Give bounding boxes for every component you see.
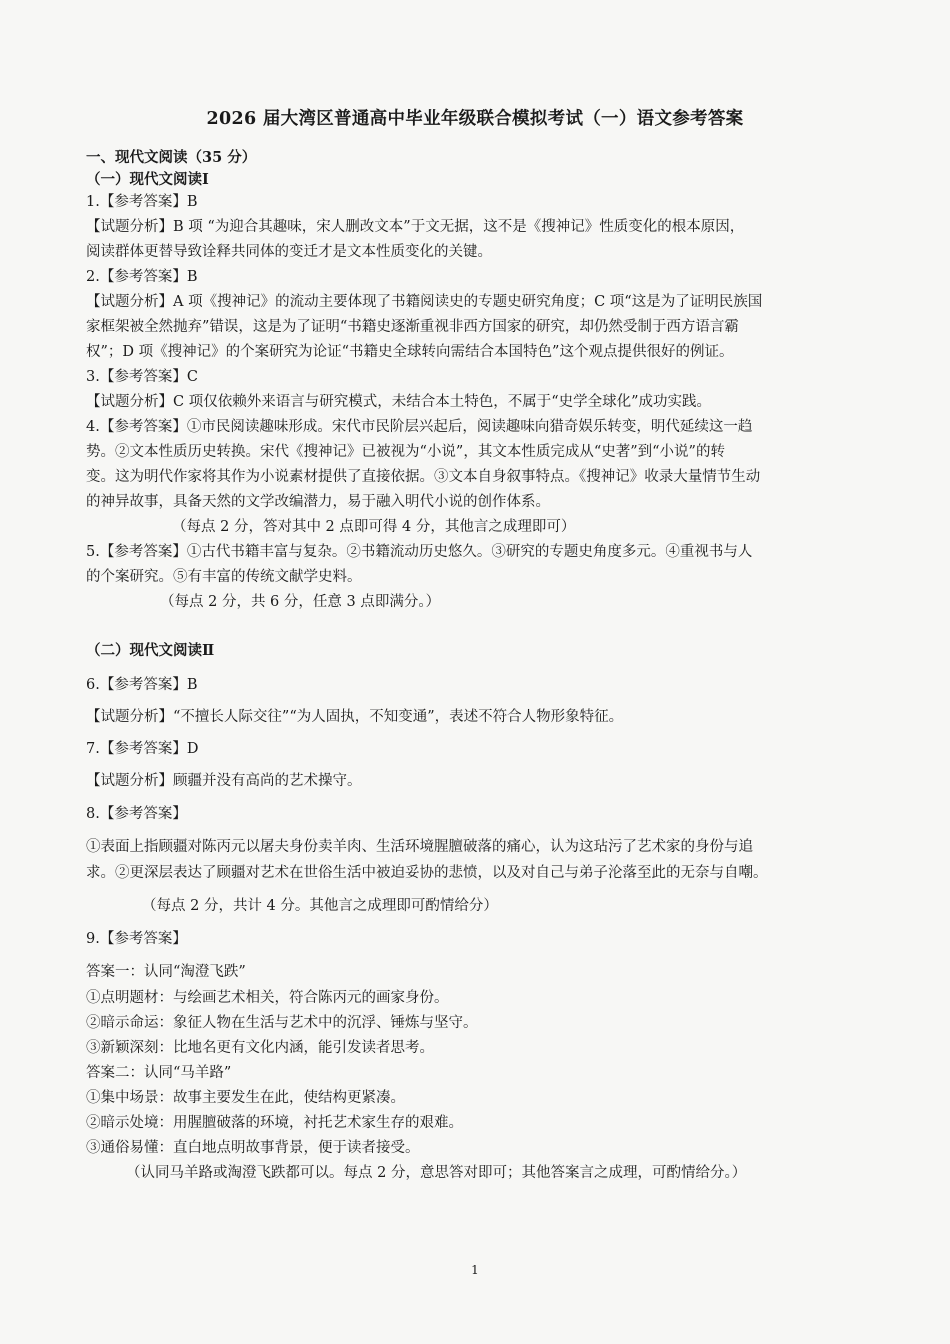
answer-line: 6.【参考答案】B [86,677,198,693]
analysis-line: 【试题分析】B 项 “为迎合其趣味，宋人删改文本”于文无据，这不是《搜神记》性质变化的根本原因， [86,219,745,235]
analysis-line: 【试题分析】“不擅长人际交往”“为人固执，不知变通”，表述不符合人物形象特征。 [86,709,624,725]
page-number: 1 [471,1263,479,1277]
answer-line: 的神异故事，具备天然的文学改编潜力，易于融入明代小说的创作体系。 [86,494,550,510]
scoring-note: （每点 2 分，共 6 分，任意 3 点即满分。） [160,594,441,610]
answer-line: 势。②文本性质历史转换。宋代《搜神记》已被视为“小说”，其文本性质完成从“史著”到“小说”的转 [86,444,725,460]
answer-line: 答案一：认同“淘澄飞跌” [86,964,246,980]
answer-line: 2.【参考答案】B [86,269,198,285]
answer-line: 求。②更深层表达了顾疆对艺术在世俗生活中被迫妥协的悲愤，以及对自己与弟子沦落至此的无奈与自嘲。 [86,865,768,881]
answer-line: ③新颖深刻：比地名更有文化内涵，能引发读者思考。 [86,1040,434,1056]
answer-line: 变。这为明代作家将其作为小说素材提供了直接依据。③文本自身叙事特点。《搜神记》收录大量情节生动 [86,469,761,485]
answer-line: 答案二：认同“马羊路” [86,1065,232,1081]
page-title: 2026 届大湾区普通高中毕业年级联合模拟考试（一）语文参考答案 [206,109,744,129]
answer-line: 的个案研究。⑤有丰富的传统文献学史料。 [86,569,362,585]
answer-line: ②暗示处境：用腥膻破落的环境，衬托艺术家生存的艰难。 [86,1115,463,1131]
answer-line: 7.【参考答案】D [86,741,199,757]
analysis-line: 家框架被全然抛弃”错误，这是为了证明“书籍史逐渐重视非西方国家的研究，却仍然受制于西方语言霸 [86,319,739,335]
answer-line: ③通俗易懂：直白地点明故事背景，便于读者接受。 [86,1140,420,1156]
section-heading: 一、现代文阅读（35 分） [86,149,257,166]
analysis-line: 权”；D 项《搜神记》的个案研究为论证“书籍史全球转向需结合本国特色”这个观点提供很好的例证。 [86,344,734,360]
scoring-note: （每点 2 分，答对其中 2 点即可得 4 分，其他言之成理即可） [172,519,576,535]
subsection-heading: （一）现代文阅读Ⅰ [86,171,209,188]
analysis-line: 【试题分析】C 项仅依赖外来语言与研究模式，未结合本土特色，不属于“史学全球化”成功实践。 [86,394,712,410]
answer-line: ②暗示命运：象征人物在生活与艺术中的沉浮、锤炼与坚守。 [86,1015,478,1031]
answer-line: 4.【参考答案】①市民阅读趣味形成。宋代市民阶层兴起后，阅读趣味向猎奇娱乐转变，明代延续这一趋 [86,419,753,435]
scoring-note: （每点 2 分，共计 4 分。其他言之成理即可酌情给分） [142,898,498,914]
answer-line: 9.【参考答案】 [86,931,187,947]
answer-line: 3.【参考答案】C [86,369,198,385]
answer-line: 8.【参考答案】 [86,806,187,822]
analysis-line: 阅读群体更替导致诠释共同体的变迁才是文本性质变化的关键。 [86,244,492,260]
analysis-line: 【试题分析】A 项《搜神记》的流动主要体现了书籍阅读史的专题史研究角度；C 项“这是为了证明民族国 [86,294,763,310]
answer-line: 5.【参考答案】①古代书籍丰富与复杂。②书籍流动历史悠久。③研究的专题史角度多元。④重视书与人 [86,544,753,560]
answer-line: ①点明题材：与绘画艺术相关，符合陈丙元的画家身份。 [86,990,449,1006]
analysis-line: 【试题分析】顾疆并没有高尚的艺术操守。 [86,773,362,789]
scoring-note: （认同马羊路或淘澄飞跌都可以。每点 2 分，意思答对即可；其他答案言之成理，可酌情给分。） [126,1165,747,1181]
answer-line: ①集中场景：故事主要发生在此，使结构更紧凑。 [86,1090,405,1106]
answer-line: 1.【参考答案】B [86,194,198,210]
answer-line: ①表面上指顾疆对陈丙元以屠夫身份卖羊肉、生活环境腥膻破落的痛心，认为这玷污了艺术家的身份与追 [86,839,753,855]
subsection-heading: （二）现代文阅读Ⅱ [86,642,215,659]
